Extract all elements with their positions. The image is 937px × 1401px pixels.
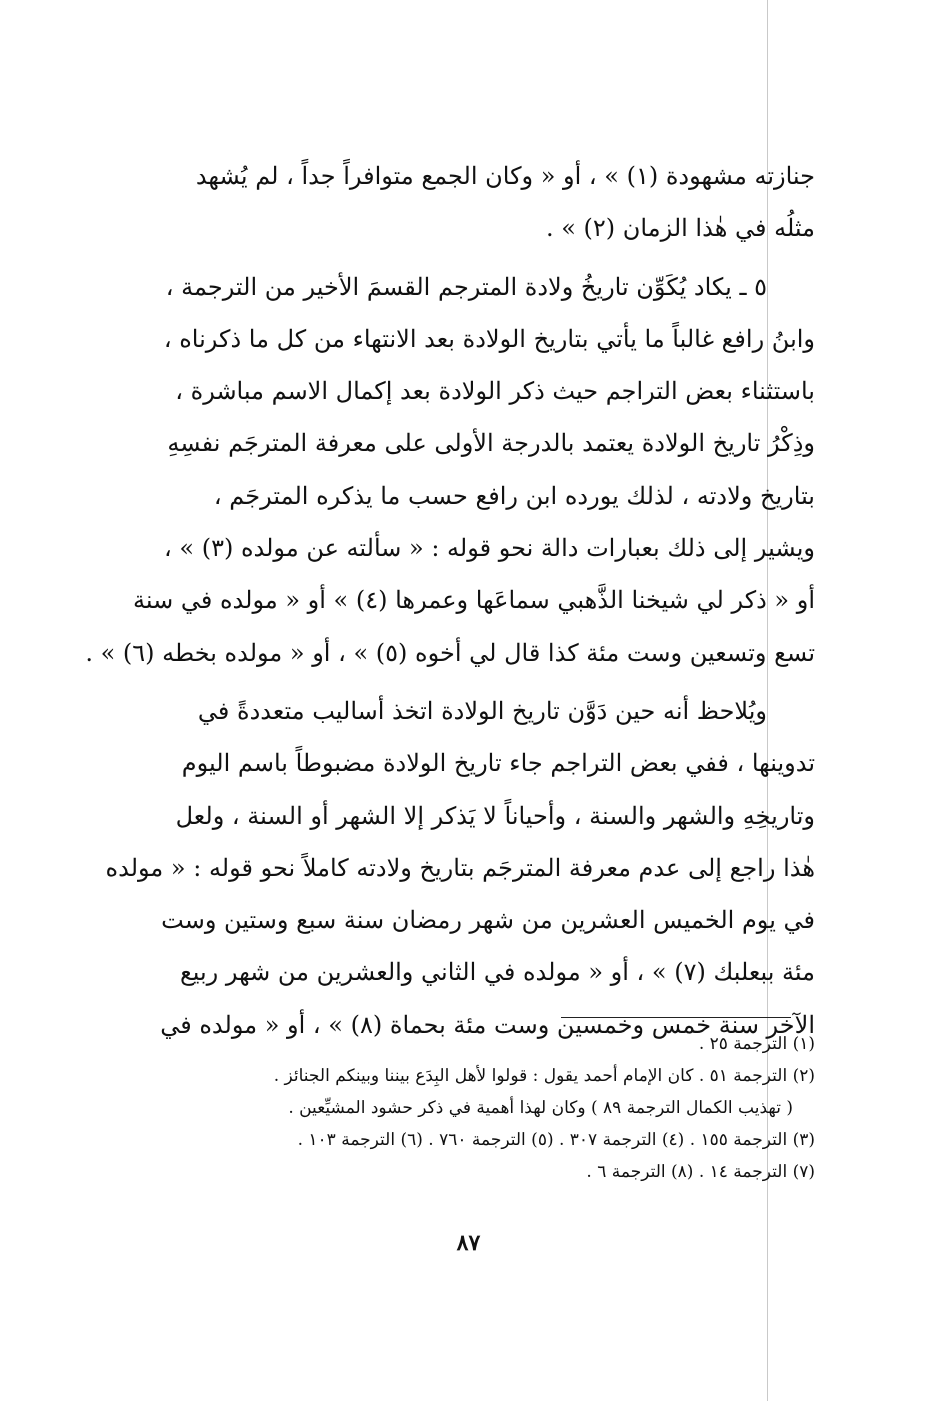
text-line: وذِكْرُ تاريخ الولادة يعتمد بالدرجة الأولى على معرفة المترجَم نفسِهِ: [167, 429, 815, 458]
main-text: [85, 150, 815, 1051]
text-line: بتاريخ ولادته ، لذلك يورده ابن رافع حسب ما يذكره المترجَم ،: [213, 481, 815, 510]
text-line: الآخر سنة خمس وخمسين وست مئة بحماة (٨) » ، أو « مولده في: [160, 1010, 815, 1039]
text-line: ٥ ـ يكاد يُكَوِّن تاريخُ ولادة المترجم القسمَ الأخير من الترجمة ،: [165, 272, 767, 301]
text-line: مئة ببعلبك (٧) » ، أو « مولده في الثاني والعشرين من شهر ربيع: [179, 958, 815, 987]
text-line: وابنُ رافع غالباً ما يأتي بتاريخ الولادة بعد الانتهاء من كل ما ذكرناه ،: [163, 324, 815, 353]
text-line: أو « ذكر لي شيخنا الذَّهبي سماعَها وعمرها (٤) » أو « مولده في سنة: [133, 586, 815, 615]
page-number: ٨٧: [456, 1230, 481, 1256]
text-line: ويُلاحظ أنه حين دَوَّن تاريخ الولادة اتخذ أساليب متعددةً في: [197, 696, 767, 725]
text-line: تدوينها ، ففي بعض التراجم جاء تاريخ الولادة مضبوطاً باسم اليوم: [181, 749, 815, 778]
footnote: (٢) الترجمة ٥١ . كان الإمام أحمد يقول : قولوا لأهل البِدَع بيننا وبينكم الجنائز .: [273, 1066, 815, 1086]
text-line: تسع وتسعين وست مئة كذا قال لي أخوه (٥) » ، أو « مولده بخطه (٦) » .: [85, 638, 815, 667]
footnote: (٧) الترجمة ١٤ . (٨) الترجمة ٦ .: [586, 1162, 815, 1182]
footnote: (٣) الترجمة ١٥٥ . (٤) الترجمة ٣٠٧ . (٥) الترجمة ٧٦٠ . (٦) الترجمة ١٠٣ .: [297, 1130, 815, 1150]
text-line: هٰذا راجع إلى عدم معرفة المترجَم بتاريخ ولادته كاملاً نحو قوله : « مولده: [105, 853, 815, 882]
text-line: في يوم الخميس العشرين من شهر رمضان سنة سبع وستين وست: [161, 906, 815, 935]
text-line: ويشير إلى ذلك بعبارات دالة نحو قوله : « سألته عن مولده (٣) » ،: [164, 534, 815, 563]
text-line: مثلُه في هٰذا الزمان (٢) » .: [545, 214, 815, 243]
footnotes: [125, 1028, 815, 1188]
footnote: (١) الترجمة ٢٥ .: [698, 1034, 815, 1054]
footnote-separator: [561, 1017, 791, 1018]
footnote: ( تهذيب الكمال الترجمة ٨٩ ) وكان لهذا أهمية في ذكر حشود المشيِّعين .: [288, 1098, 793, 1118]
text-line: وتاريخِهِ والشهر والسنة ، وأحياناً لا يَذكر إلا الشهر أو السنة ، ولعل: [175, 801, 815, 830]
text-line: باستثناء بعض التراجم حيث ذكر الولادة بعد إكمال الاسم مباشرة ،: [175, 377, 815, 406]
text-line: جنازته مشهودة (١) » ، أو « وكان الجمع متوافراً جداً ، لم يُشهد: [195, 162, 815, 190]
